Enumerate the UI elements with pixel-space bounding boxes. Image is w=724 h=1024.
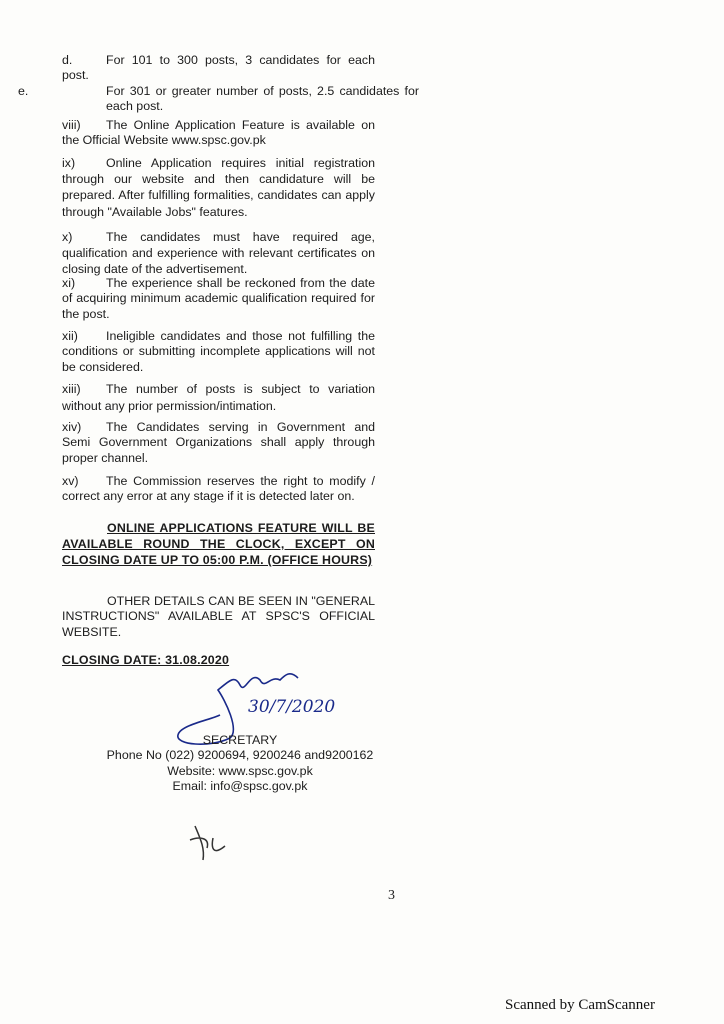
item-text: For 101 to 300 posts, 3 candidates for each post. xyxy=(62,53,375,83)
item-text: For 301 or greater number of posts, 2.5 candidates for each post. xyxy=(106,84,419,114)
item-text: The Online Application Feature is available on the Official Website www.spsc.gov.pk xyxy=(62,118,375,148)
item-label: xi) xyxy=(62,276,76,290)
item-xiv xyxy=(62,420,375,466)
signature-date: 30/7/2020 xyxy=(248,697,336,717)
online-notice: ONLINE APPLICATIONS FEATURE WILL BE AVAILABLE ROUND THE CLOCK, EXCEPT ON CLOSING DATE UP TO 05:00 P.M. (OFFICE HOURS) xyxy=(62,521,375,567)
item-x xyxy=(62,229,375,277)
item-viii xyxy=(62,118,375,149)
item-text: The number of posts is subject to variation without any prior permission/intimation. xyxy=(62,382,375,413)
item-label: ix) xyxy=(62,156,76,170)
item-d xyxy=(62,53,375,84)
website: Website: www.spsc.gov.pk xyxy=(167,764,313,778)
item-text: The Commission reserves the right to modify / correct any error at any stage if it is detected later on. xyxy=(62,474,375,504)
item-text: The experience shall be reckoned from the date of acquiring minimum academic qualification required for the post. xyxy=(62,276,375,321)
item-xv xyxy=(62,474,375,505)
item-label: viii) xyxy=(62,118,81,132)
email: Email: info@spsc.gov.pk xyxy=(172,779,308,793)
item-xiii xyxy=(62,381,375,414)
initials-scribble xyxy=(185,818,235,868)
item-label: xv) xyxy=(62,474,79,488)
item-e xyxy=(18,84,419,115)
item-label: xii) xyxy=(62,329,78,343)
other-details: OTHER DETAILS CAN BE SEEN IN "GENERAL INSTRUCTIONS" AVAILABLE AT SPSC'S OFFICIAL WEBSITE. xyxy=(62,594,375,639)
page-number: 3 xyxy=(388,888,395,903)
item-label: x) xyxy=(62,230,73,244)
item-text: Ineligible candidates and those not fulfilling the conditions or submitting incomplete applications will not be considered. xyxy=(62,329,375,374)
item-text: Online Application requires initial registration through our website and then candidature will be prepared. After fulfilling formalities, candidates can apply through "Available Jobs" features. xyxy=(62,156,375,219)
item-xii xyxy=(62,329,375,375)
item-label: xiii) xyxy=(62,382,81,396)
item-xi xyxy=(62,276,375,322)
phone: Phone No (022) 9200694, 9200246 and9200162 xyxy=(106,748,374,762)
camscanner-watermark: Scanned by CamScanner xyxy=(505,997,655,1013)
item-text: The Candidates serving in Government and Semi Government Organizations shall apply through proper channel. xyxy=(62,420,375,465)
secretary-title: SECRETARY xyxy=(202,733,278,747)
item-ix xyxy=(62,155,375,220)
closing-date: CLOSING DATE: 31.08.2020 xyxy=(62,653,230,667)
item-label: xiv) xyxy=(62,420,82,434)
item-label: d. xyxy=(62,53,73,67)
item-text: The candidates must have required age, qualification and experience with relevant certificates on closing date of the advertisement. xyxy=(62,230,375,276)
item-label: e. xyxy=(18,84,29,98)
